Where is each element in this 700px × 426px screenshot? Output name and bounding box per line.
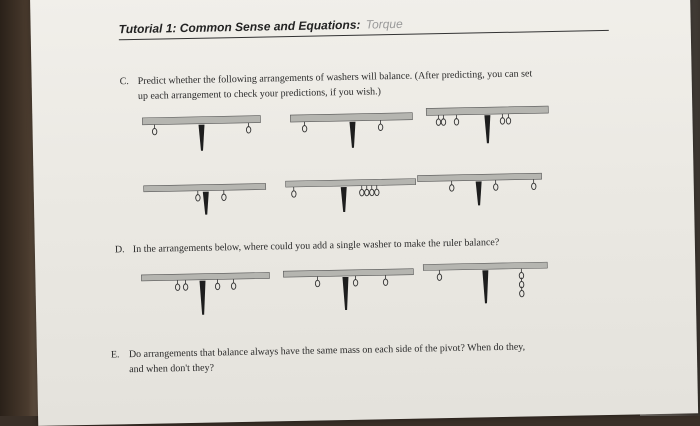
- question-e-text-2: and when don't they?: [129, 362, 215, 376]
- balance-figures: [30, 0, 698, 426]
- arrangement-c1: [142, 116, 261, 152]
- arrangement-c3: [426, 106, 549, 144]
- question-e-text-1: Do arrangements that balance always have the same mass on each side of the pivot? When do they,: [128, 341, 526, 361]
- question-e-letter: E.: [110, 349, 120, 361]
- arrangement-c2: [290, 113, 413, 149]
- worksheet-page: [30, 0, 698, 426]
- arrangement-c6: [418, 173, 543, 206]
- handwritten-note: Torque: [365, 16, 403, 32]
- question-d-text-1: In the arrangements below, where could you add a single washer to make the ruler balance?: [132, 237, 500, 256]
- question-c-text-1: Predict whether the following arrangements of washers will balance. (After predicting, you can set: [137, 68, 533, 87]
- question-c-letter: C.: [119, 76, 129, 88]
- tutorial-title: Tutorial 1: Common Sense and Equations:: [118, 17, 361, 37]
- arrangement-d3: [423, 262, 548, 304]
- arrangement-c5: [286, 179, 417, 213]
- question-c-text-2: up each arrangement to check your predictions, if you wish.): [137, 86, 381, 102]
- arrangement-c4: [144, 184, 267, 216]
- arrangement-d2: [283, 269, 414, 311]
- arrangement-d1: [141, 272, 270, 315]
- question-d-letter: D.: [114, 244, 125, 256]
